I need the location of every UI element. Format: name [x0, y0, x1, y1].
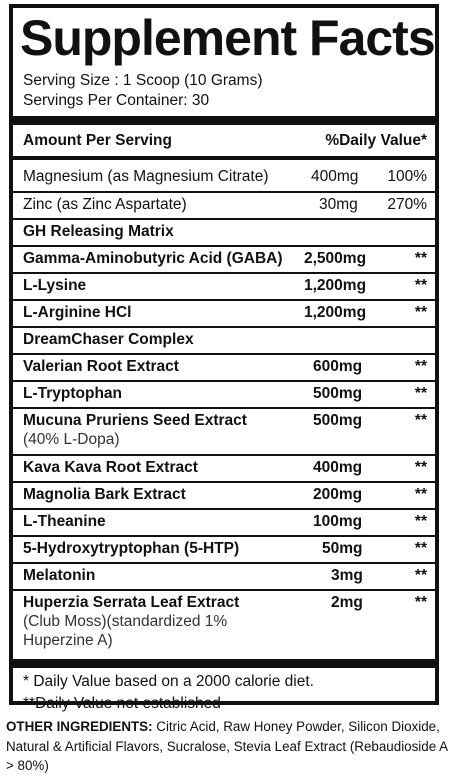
daily-value-header: %Daily Value*: [325, 132, 427, 149]
ingredient-row-mucuna: [23, 411, 427, 451]
serving-size: Serving Size : 1 Scoop (10 Grams): [23, 72, 263, 89]
row-divider: [13, 353, 435, 355]
not-established-footnote: **Daily Value not established: [23, 695, 221, 712]
row-divider: [13, 481, 435, 483]
amount-per-serving-header: Amount Per Serving: [23, 132, 172, 149]
ingredient-name: 5-Hydroxytryptophan (5-HTP): [23, 540, 240, 557]
row-divider: [13, 454, 435, 456]
ingredient-row-huperzia: [23, 593, 427, 653]
row-divider: [13, 589, 435, 591]
ingredient-amount: 400mg: [313, 459, 363, 476]
ingredient-name: Kava Kava Root Extract: [23, 459, 198, 476]
ingredient-amount: 600mg: [313, 358, 363, 375]
ingredient-amount: 2,500mg: [304, 250, 367, 267]
row-divider: [13, 326, 435, 328]
supplement-facts-panel: [9, 4, 439, 712]
servings-per-container: Servings Per Container: 30: [23, 92, 210, 109]
ingredient-name: L-Tryptophan: [23, 385, 123, 402]
ingredient-amount: 500mg: [313, 412, 363, 429]
ingredient-name: Valerian Root Extract: [23, 358, 179, 375]
ingredient-amount: 1,200mg: [304, 304, 367, 321]
row-divider: [13, 245, 435, 247]
nutrient-dv: 270%: [387, 196, 427, 213]
ingredient-amount: 3mg: [331, 567, 363, 584]
nutrient-dv: 100%: [387, 168, 427, 185]
section-heading: DreamChaser Complex: [23, 331, 194, 348]
ingredient-subtext: (Club Moss)(standardized 1%: [23, 613, 228, 630]
panel-title: Supplement Facts: [20, 10, 435, 66]
row-divider: [13, 272, 435, 274]
nutrient-name: Zinc (as Zinc Aspartate): [23, 196, 187, 213]
ingredient-amount: 2mg: [331, 594, 363, 611]
row-divider: [13, 562, 435, 564]
nutrient-amount: 400mg: [311, 168, 359, 185]
thick-divider: [13, 659, 435, 668]
ingredient-amount: 100mg: [313, 513, 363, 530]
ingredient-dv: **: [414, 594, 427, 611]
other-ingredients-text: Citric Acid, Raw Honey Powder, Silicon Dioxide, Natural & Artificial Flavors, Sucralose, Stevia Leaf Extract (Rebaudioside A > 80%): [6, 719, 448, 773]
row-divider: [13, 191, 435, 193]
ingredient-name: L-Arginine HCl: [23, 304, 132, 321]
ingredient-dv: **: [414, 486, 427, 503]
ingredient-dv: **: [414, 250, 427, 267]
section-heading: GH Releasing Matrix: [23, 223, 174, 240]
ingredient-subtext: (40% L-Dopa): [23, 431, 120, 448]
daily-value-footnote: * Daily Value based on a 2000 calorie diet.: [23, 673, 314, 690]
ingredient-dv: **: [414, 412, 427, 429]
ingredient-dv: **: [414, 358, 427, 375]
ingredient-dv: **: [414, 513, 427, 530]
ingredient-name: L-Lysine: [23, 277, 87, 294]
ingredient-name: Magnolia Bark Extract: [23, 486, 186, 503]
row-divider: [13, 299, 435, 301]
ingredient-amount: 1,200mg: [304, 277, 367, 294]
ingredient-amount: 200mg: [313, 486, 363, 503]
ingredient-amount: 50mg: [322, 540, 363, 557]
nutrient-name: Magnesium (as Magnesium Citrate): [23, 168, 269, 185]
row-divider: [13, 535, 435, 537]
ingredient-name: Melatonin: [23, 567, 96, 584]
ingredient-amount: 500mg: [313, 385, 363, 402]
ingredient-dv: **: [414, 567, 427, 584]
other-ingredients-label: OTHER INGREDIENTS:: [6, 719, 153, 734]
nutrient-amount: 30mg: [319, 196, 358, 213]
row-divider: [13, 218, 435, 220]
thick-divider: [13, 116, 435, 125]
row-divider: [13, 407, 435, 409]
ingredient-name: L-Theanine: [23, 513, 106, 530]
ingredient-dv: **: [414, 277, 427, 294]
ingredient-dv: **: [414, 385, 427, 402]
row-divider: [13, 380, 435, 382]
ingredient-subtext: Huperzine A): [23, 632, 113, 649]
ingredient-dv: **: [414, 304, 427, 321]
ingredient-name: Gamma-Aminobutyric Acid (GABA): [23, 250, 283, 267]
ingredient-dv: **: [414, 540, 427, 557]
ingredient-name: Mucuna Pruriens Seed Extract: [23, 412, 247, 429]
row-divider: [13, 508, 435, 510]
ingredient-dv: **: [414, 459, 427, 476]
other-ingredients: [6, 717, 451, 776]
ingredient-name: Huperzia Serrata Leaf Extract: [23, 594, 240, 611]
medium-divider: [13, 156, 435, 160]
